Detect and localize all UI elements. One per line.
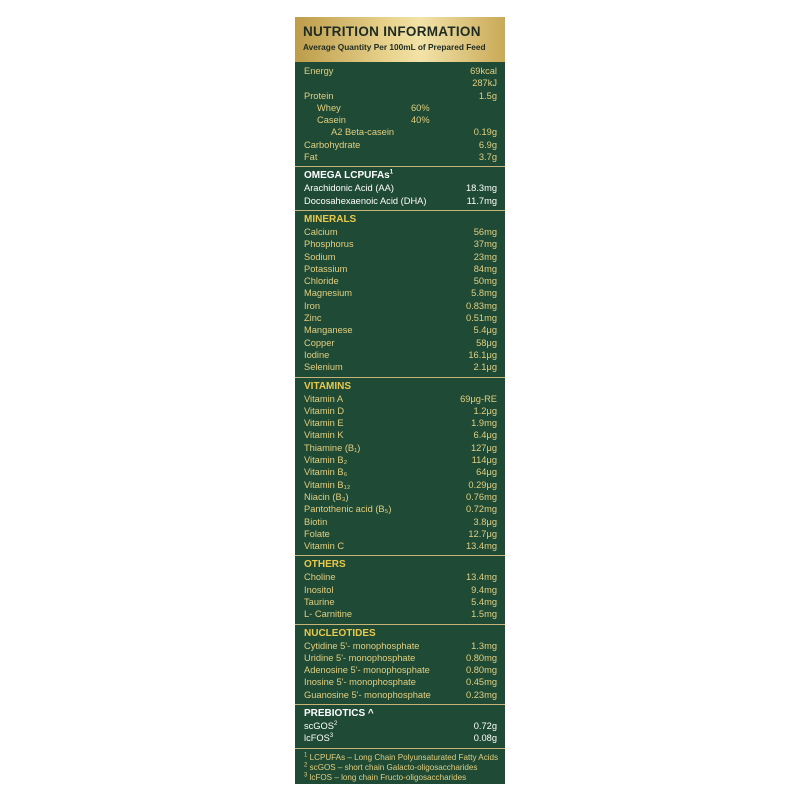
row-label: Pantothenic acid (B₅) [304, 504, 392, 515]
section-divider [295, 624, 505, 625]
nutrient-row [304, 479, 497, 491]
nutrient-row [304, 491, 497, 503]
footnote-3: $^3$ lcFOS – long chain Fructo-oligosaccharides [304, 772, 467, 783]
row-value: 0.76mg [465, 491, 497, 502]
section-title-prebiotics: PREBIOTICS ^ [304, 708, 374, 720]
row-value: 56mg [473, 226, 497, 237]
row-value: 0.45mg [465, 677, 497, 688]
row-energy [304, 65, 497, 77]
nutrient-row [304, 393, 497, 405]
nutrient-row [304, 324, 497, 336]
row-value: 0.80mg [465, 652, 497, 663]
row-value: 13.4mg [465, 572, 497, 583]
nutrient-row [304, 263, 497, 275]
row-label: Vitamin D [304, 405, 345, 416]
row-value: 0.72mg [465, 504, 497, 515]
panel-subtitle: Average Quantity Per 100mL of Prepared Feed [303, 42, 486, 52]
row-label: Calcium [304, 226, 338, 237]
nutrient-row [304, 540, 497, 552]
section-title-others: OTHERS [304, 559, 346, 571]
panel-header [295, 17, 505, 62]
row-value: 18.3mg [465, 183, 497, 194]
row-lcfos [304, 732, 497, 744]
row-value: 13.4mg [465, 541, 497, 552]
row-label: Vitamin A [304, 393, 344, 404]
row-label: Iron [304, 300, 321, 311]
nutrient-row [304, 405, 497, 417]
section-title-omega: OMEGA LCPUFAs$^1$ [304, 170, 394, 182]
row-label: Vitamin B₁₂ [304, 479, 351, 490]
section-divider [295, 555, 505, 556]
others-list [304, 571, 497, 620]
row-label: Potassium [304, 263, 348, 274]
row-label: Inosine 5'- monophosphate [304, 677, 416, 688]
row-label: L- Carnitine [304, 609, 353, 620]
section-divider [295, 377, 505, 378]
row-dha [304, 195, 497, 207]
nutrient-row [304, 442, 497, 454]
row-label: Niacin (B₃) [304, 491, 349, 502]
row-label: Arachidonic Acid (AA) [304, 183, 394, 194]
row-label: Inositol [304, 584, 334, 595]
section-divider [295, 210, 505, 211]
row-value: 12.7μg [468, 528, 497, 539]
section-title-vitamins: VITAMINS [304, 380, 352, 392]
row-label: Magnesium [304, 288, 353, 299]
row-label: Energy [304, 66, 334, 76]
row-energy-kj [304, 77, 497, 89]
row-label: Guanosine 5'- monophosphate [304, 689, 431, 700]
row-value: 69kcal [470, 66, 497, 76]
section-divider [295, 748, 505, 749]
row-value: 3.8μg [473, 516, 497, 527]
nutrient-row [304, 596, 497, 608]
nutrient-row [304, 287, 497, 299]
section-divider [295, 704, 505, 705]
row-value: 5.4μg [473, 325, 497, 336]
row-label: Docosahexaenoic Acid (DHA) [304, 195, 427, 206]
row-label: Vitamin B₆ [304, 467, 348, 478]
nutrient-row [304, 251, 497, 263]
row-value: 0.80mg [465, 665, 497, 676]
nutrient-row [304, 226, 497, 238]
nutrient-row [304, 516, 497, 528]
nutrient-row [304, 300, 497, 312]
row-label: Vitamin K [304, 430, 344, 441]
row-protein [304, 90, 497, 102]
row-label: Whey [317, 102, 341, 113]
row-value: 1.9mg [471, 418, 497, 429]
row-label: Adenosine 5'- monophosphate [304, 665, 430, 676]
row-a2-beta-casein [304, 126, 497, 138]
nutrient-row [304, 571, 497, 583]
footnote-1: $^1$ LCPUFAs – Long Chain Polyunsaturated Fatty Acids [304, 751, 499, 762]
section-divider [295, 166, 505, 167]
row-value: 1.5mg [471, 609, 497, 620]
row-aa [304, 182, 497, 194]
row-casein [304, 114, 497, 126]
row-value: 0.19g [473, 127, 497, 138]
row-value: 114μg [471, 455, 497, 466]
row-value: 58μg [476, 337, 497, 348]
row-label: Choline [304, 572, 336, 583]
row-label: Vitamin E [304, 418, 344, 429]
row-label: scGOS$^2$ [304, 720, 338, 732]
row-label: Biotin [304, 516, 328, 527]
nucleotides-list [304, 640, 497, 701]
row-label: Vitamin B₂ [304, 455, 348, 466]
row-label: Fat [304, 152, 318, 163]
row-value: 6.4μg [473, 430, 497, 441]
row-percent: 60% [411, 102, 430, 113]
row-value: 0.08g [473, 733, 497, 744]
row-value: 64μg [476, 467, 497, 478]
row-label: Vitamin C [304, 541, 345, 552]
panel-body [295, 62, 505, 784]
nutrient-row [304, 664, 497, 676]
row-whey [304, 102, 497, 114]
vitamins-list [304, 393, 497, 553]
row-label: A2 Beta-casein [331, 127, 395, 138]
row-value: 1.5g [478, 90, 497, 101]
nutrient-row [304, 417, 497, 429]
row-label: Sodium [304, 251, 336, 262]
nutrient-row [304, 337, 497, 349]
row-value: 0.29μg [468, 479, 497, 490]
row-percent: 40% [411, 115, 430, 126]
row-value: 127μg [470, 442, 497, 453]
row-value: 9.4mg [471, 584, 497, 595]
row-value: 16.1μg [468, 349, 497, 360]
row-label: Phosphorus [304, 239, 354, 250]
minerals-list [304, 226, 497, 374]
nutrient-row [304, 454, 497, 466]
nutrient-row [304, 238, 497, 250]
row-value: 84mg [473, 263, 497, 274]
section-title-nucleotides: NUCLEOTIDES [304, 627, 376, 639]
row-label: Zinc [304, 313, 322, 324]
nutrient-row [304, 361, 497, 373]
row-label: Uridine 5'- monophosphate [304, 652, 416, 663]
row-label: Manganese [304, 325, 353, 336]
row-label: Taurine [304, 596, 335, 607]
row-value: 3.7g [478, 152, 497, 163]
nutrition-panel [295, 17, 505, 784]
row-value: 5.8mg [471, 288, 497, 299]
row-label: Casein [317, 115, 346, 126]
nutrient-row [304, 429, 497, 441]
row-scgos [304, 720, 497, 732]
row-carbohydrate [304, 139, 497, 151]
row-value: 6.9g [478, 139, 497, 150]
row-label: Selenium [304, 362, 343, 373]
row-value: 0.83mg [465, 300, 497, 311]
row-label: Thiamine (B₁) [304, 442, 361, 453]
row-value: 69μg-RE [460, 393, 497, 404]
row-label: Copper [304, 337, 335, 348]
row-value: 50mg [473, 276, 497, 287]
row-label: Cytidine 5'- monophosphate [304, 640, 420, 651]
section-title-minerals: MINERALS [304, 213, 357, 225]
row-value: 11.7mg [466, 195, 497, 206]
nutrient-row [304, 608, 497, 620]
nutrient-row [304, 275, 497, 287]
footnote-2: $^2$ scGOS – short chain Galacto-oligosaccharides [304, 762, 478, 772]
nutrient-row [304, 676, 497, 688]
row-value: 2.1μg [473, 362, 497, 373]
row-value: 37mg [473, 239, 497, 250]
row-value: 5.4mg [471, 596, 497, 607]
footnotes [304, 753, 497, 784]
nutrient-row [304, 466, 497, 478]
nutrient-row [304, 689, 497, 701]
nutrient-row [304, 312, 497, 324]
row-label: Protein [304, 90, 334, 101]
row-label: Folate [304, 528, 330, 539]
nutrient-row [304, 652, 497, 664]
row-value: 1.3mg [471, 640, 497, 651]
row-value: 0.23mg [465, 689, 497, 700]
nutrient-row [304, 503, 497, 515]
nutrient-row [304, 349, 497, 361]
nutrient-row [304, 640, 497, 652]
row-value: 287kJ [472, 78, 497, 89]
panel-title: NUTRITION INFORMATION [303, 24, 481, 39]
row-label: Chloride [304, 276, 339, 287]
nutrient-row [304, 528, 497, 540]
row-fat [304, 151, 497, 163]
row-label: lcFOS$^3$ [304, 733, 334, 744]
row-value: 23mg [473, 251, 497, 262]
row-value: 0.72g [473, 721, 497, 732]
nutrient-row [304, 584, 497, 596]
row-label: Carbohydrate [304, 139, 361, 150]
row-value: 0.51mg [465, 313, 497, 324]
row-value: 1.2μg [473, 405, 497, 416]
row-label: Iodine [304, 349, 330, 360]
